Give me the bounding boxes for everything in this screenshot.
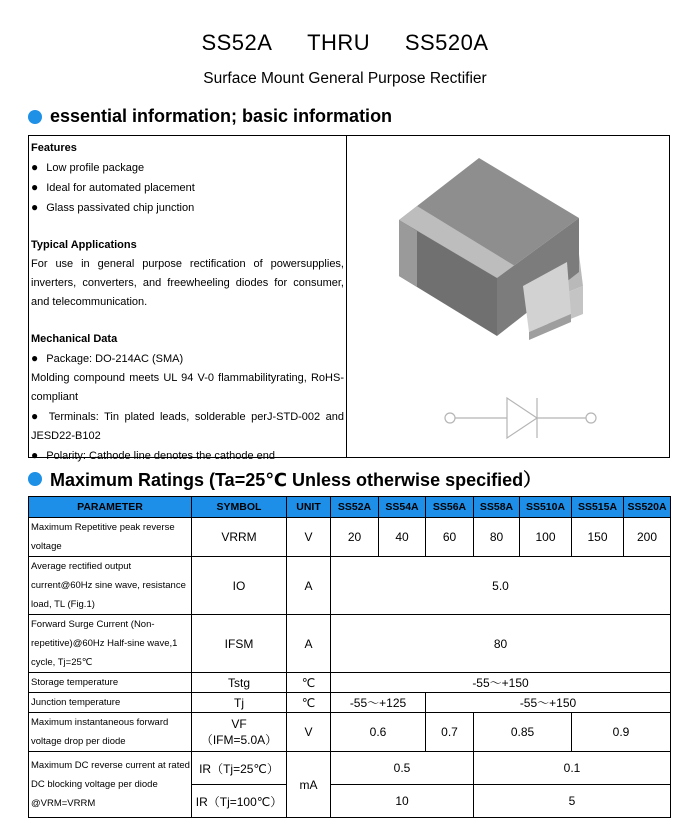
symbol-text: VF	[231, 716, 247, 731]
symbol-cell: Tj	[192, 693, 287, 713]
column-header: SS58A	[474, 497, 520, 518]
table-row	[29, 557, 671, 615]
unit-cell: A	[287, 557, 331, 615]
unit-cell: mA	[287, 752, 331, 818]
table-row	[29, 518, 671, 557]
feature-item: ● Glass passivated chip junction	[31, 198, 346, 218]
symbol-cell: VRRM	[192, 518, 287, 557]
value-cell: 10	[331, 785, 474, 818]
table-row	[29, 752, 671, 785]
column-header: SYMBOL	[192, 497, 287, 518]
symbol-condition: （IFM=5.0A）	[200, 732, 278, 747]
section-heading-text: Maximum Ratings (Ta=25℃ Unless otherwise specified）	[50, 470, 542, 490]
symbol-cell: Tstg	[192, 673, 287, 693]
unit-cell: V	[287, 518, 331, 557]
title-part-2: THRU	[307, 30, 371, 55]
value-cell: 200	[624, 518, 671, 557]
value-cell: 0.9	[572, 713, 671, 752]
symbol-cell	[192, 713, 287, 752]
value-cell: 0.5	[331, 752, 474, 785]
applications-heading: Typical Applications	[31, 239, 137, 251]
info-text-panel	[29, 136, 347, 462]
mech-molding: Molding compound meets UL 94 V-0 flammabilityrating, RoHS-compliant	[31, 372, 344, 403]
section-heading-text: essential information; basic information	[50, 106, 393, 126]
value-cell: 0.1	[474, 752, 671, 785]
package-image-panel	[347, 136, 669, 457]
mech-polarity: ● Polarity: Cathode line denotes the cathode end	[31, 446, 346, 466]
value-cell: -55～+150	[426, 693, 671, 713]
title-part-1: SS52A	[201, 30, 273, 55]
value-cell: -55～+125	[331, 693, 426, 713]
table-row	[29, 693, 671, 713]
section-heading-basic	[28, 106, 392, 127]
page-title	[0, 30, 690, 56]
diode-symbol-icon	[445, 398, 596, 438]
symbol-cell: IO	[192, 557, 287, 615]
table-row	[29, 673, 671, 693]
value-cell: 80	[474, 518, 520, 557]
bullet-dot-icon	[28, 110, 42, 124]
value-cell: 5.0	[331, 557, 671, 615]
package-illustration	[347, 136, 670, 457]
value-cell: 80	[331, 615, 671, 673]
value-cell: 60	[426, 518, 474, 557]
value-cell: 150	[572, 518, 624, 557]
value-cell: 100	[520, 518, 572, 557]
features-heading: Features	[31, 142, 77, 154]
mechanical-heading: Mechanical Data	[31, 333, 118, 345]
column-header: SS52A	[331, 497, 379, 518]
table-header-row	[29, 497, 671, 518]
value-cell: 0.6	[331, 713, 426, 752]
param-cell: Storage temperature	[29, 673, 192, 693]
unit-cell: ℃	[287, 693, 331, 713]
symbol-cell: IR（Tj=100℃）	[192, 785, 287, 818]
mech-package: ● Package: DO-214AC (SMA)	[31, 349, 346, 369]
column-header: SS520A	[624, 497, 671, 518]
value-cell: 0.85	[474, 713, 572, 752]
param-cell: Maximum DC reverse current at rated DC blocking voltage per diode @VRM=VRRM	[29, 752, 192, 818]
title-part-3: SS520A	[404, 30, 489, 55]
column-header: SS510A	[520, 497, 572, 518]
column-header: UNIT	[287, 497, 331, 518]
param-cell: Maximum Repetitive peak reverse voltage	[29, 518, 192, 557]
table-row	[29, 713, 671, 752]
mech-terminals: ● Terminals: Tin plated leads, solderable perJ-STD-002 and JESD22-B102	[31, 407, 346, 446]
param-cell: Forward Surge Current (Non-repetitive)@60Hz Half-sine wave,1 cycle, Tj=25℃	[29, 615, 192, 673]
column-header: SS515A	[572, 497, 624, 518]
column-header: SS56A	[426, 497, 474, 518]
value-cell: 0.7	[426, 713, 474, 752]
unit-cell: V	[287, 713, 331, 752]
value-cell: 40	[379, 518, 426, 557]
table-row	[29, 615, 671, 673]
param-cell: Average rectified output current@60Hz sine wave, resistance load, TL (Fig.1)	[29, 557, 192, 615]
info-box	[28, 135, 670, 462]
column-header: SS54A	[379, 497, 426, 518]
symbol-cell: IFSM	[192, 615, 287, 673]
column-header: PARAMETER	[29, 497, 192, 518]
section-heading-ratings	[28, 466, 541, 492]
value-cell: -55～+150	[331, 673, 671, 693]
feature-item: ● Low profile package	[31, 158, 346, 178]
param-cell: Maximum instantaneous forward voltage drop per diode	[29, 713, 192, 752]
bullet-dot-icon	[28, 472, 42, 486]
feature-item: ● Ideal for automated placement	[31, 178, 346, 198]
param-cell: Junction temperature	[29, 693, 192, 713]
value-cell: 20	[331, 518, 379, 557]
unit-cell: A	[287, 615, 331, 673]
unit-cell: ℃	[287, 673, 331, 693]
symbol-cell: IR（Tj=25℃）	[192, 752, 287, 785]
page-subtitle: Surface Mount General Purpose Rectifier	[203, 70, 487, 87]
value-cell: 5	[474, 785, 671, 818]
applications-text: For use in general purpose rectification of powersupplies, inverters, converters, and freewheeling diodes for consumer, and telecommunication.	[31, 258, 344, 308]
ratings-table	[28, 496, 671, 818]
